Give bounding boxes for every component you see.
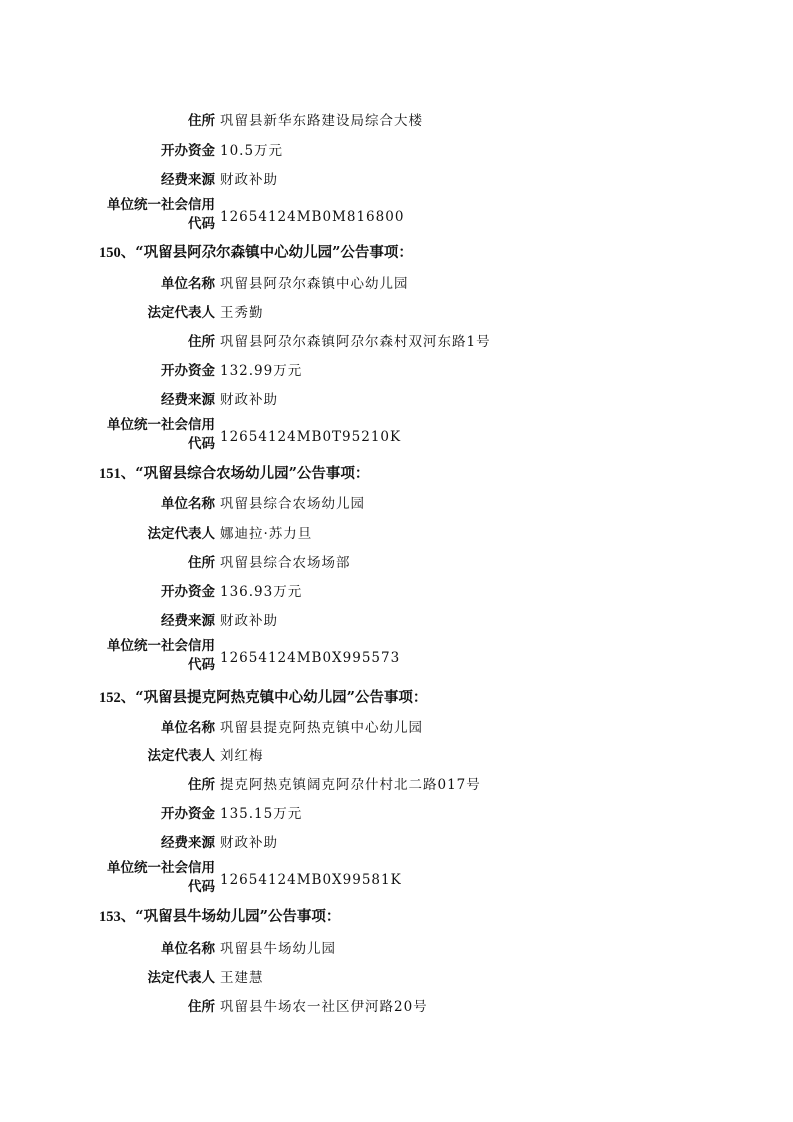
field-row — [0, 610, 793, 632]
field-label: 住所 — [188, 113, 215, 129]
field-row — [0, 331, 793, 353]
field-row — [0, 110, 793, 132]
field-row — [0, 552, 793, 574]
field-value: 刘红梅 — [220, 748, 264, 764]
field-value: 10.5万元 — [220, 143, 284, 159]
field-value: 12654124MB0X99581K — [220, 872, 402, 888]
field-label: 开办资金 — [161, 363, 215, 379]
section-title: “巩留县阿尕尔森镇中心幼儿园”公告事项： — [135, 244, 413, 261]
field-value: 135.15万元 — [220, 806, 303, 822]
field-label: 住所 — [188, 999, 215, 1015]
field-label: 法定代表人 — [147, 526, 215, 542]
section-title: “巩留县综合农场幼儿园”公告事项： — [135, 465, 370, 482]
section-number: 151、 — [99, 466, 136, 482]
field-value: 巩留县提克阿热克镇中心幼儿园 — [220, 720, 423, 736]
field-value: 财政补助 — [220, 835, 278, 851]
field-row — [0, 273, 793, 295]
field-value: 巩留县阿尕尔森镇中心幼儿园 — [220, 276, 409, 292]
field-label-line: 代码 — [188, 879, 215, 895]
field-label: 单位名称 — [161, 496, 215, 512]
field-value: 136.93万元 — [220, 584, 303, 600]
field-value: 财政补助 — [220, 392, 278, 408]
field-value: 巩留县阿尕尔森镇阿尕尔森村双河东路1号 — [220, 334, 491, 350]
field-row — [0, 774, 793, 796]
field-row — [0, 860, 793, 895]
field-value: 12654124MB0M816800 — [220, 209, 405, 225]
field-row — [0, 832, 793, 854]
field-label-line: 单位统一社会信用 — [107, 417, 215, 433]
field-row — [0, 140, 793, 162]
field-row — [0, 197, 793, 232]
field-label-line: 单位统一社会信用 — [107, 638, 215, 654]
field-value: 巩留县牛场幼儿园 — [220, 941, 336, 957]
field-row — [0, 417, 793, 452]
field-row — [0, 581, 793, 603]
field-value: 王秀勤 — [220, 305, 264, 321]
field-row — [0, 717, 793, 739]
field-row — [0, 803, 793, 825]
field-value: 财政补助 — [220, 172, 278, 188]
field-row — [0, 389, 793, 411]
field-label: 住所 — [188, 777, 215, 793]
field-label: 住所 — [188, 334, 215, 350]
field-label: 法定代表人 — [147, 748, 215, 764]
field-value: 王建慧 — [220, 970, 264, 986]
field-value: 巩留县综合农场场部 — [220, 555, 351, 571]
field-label-line: 代码 — [188, 216, 215, 232]
field-value: 提克阿热克镇阔克阿尕什村北二路017号 — [220, 777, 481, 793]
field-label: 开办资金 — [161, 806, 215, 822]
field-row — [0, 493, 793, 515]
field-label: 住所 — [188, 555, 215, 571]
field-label: 经费来源 — [161, 835, 215, 851]
field-label-line: 单位统一社会信用 — [107, 860, 215, 876]
field-label: 经费来源 — [161, 613, 215, 629]
field-row — [0, 938, 793, 960]
field-value: 12654124MB0T95210K — [220, 429, 402, 445]
field-value: 巩留县综合农场幼儿园 — [220, 496, 365, 512]
field-label — [107, 859, 215, 897]
field-label: 单位名称 — [161, 720, 215, 736]
field-row — [0, 638, 793, 673]
field-row — [0, 523, 793, 545]
field-label-line: 单位统一社会信用 — [107, 197, 215, 213]
field-label: 开办资金 — [161, 584, 215, 600]
field-row — [0, 745, 793, 767]
field-label — [107, 637, 215, 675]
field-value: 巩留县牛场农一社区伊河路20号 — [220, 999, 428, 1015]
section-heading — [99, 906, 340, 928]
field-label: 经费来源 — [161, 392, 215, 408]
field-label-line: 代码 — [188, 436, 215, 452]
field-value: 12654124MB0X995573 — [220, 650, 401, 666]
section-number: 153、 — [99, 909, 136, 925]
field-row — [0, 996, 793, 1018]
field-label: 开办资金 — [161, 143, 215, 159]
field-label: 法定代表人 — [147, 970, 215, 986]
field-value: 财政补助 — [220, 613, 278, 629]
field-row — [0, 360, 793, 382]
field-value: 娜迪拉·苏力旦 — [220, 526, 313, 542]
section-title: “巩留县提克阿热克镇中心幼儿园”公告事项： — [135, 689, 428, 706]
field-label: 经费来源 — [161, 172, 215, 188]
section-heading — [99, 687, 427, 709]
section-heading — [99, 242, 413, 264]
field-label — [107, 416, 215, 454]
field-label — [107, 196, 215, 234]
field-row — [0, 302, 793, 324]
section-number: 150、 — [99, 245, 136, 261]
field-label: 单位名称 — [161, 276, 215, 292]
section-title: “巩留县牛场幼儿园”公告事项： — [135, 908, 341, 925]
field-label-line: 代码 — [188, 657, 215, 673]
field-label: 法定代表人 — [147, 305, 215, 321]
field-value: 巩留县新华东路建设局综合大楼 — [220, 113, 423, 129]
section-heading — [99, 463, 369, 485]
field-label: 单位名称 — [161, 941, 215, 957]
section-number: 152、 — [99, 690, 136, 706]
field-row — [0, 967, 793, 989]
field-value: 132.99万元 — [220, 363, 303, 379]
field-row — [0, 169, 793, 191]
